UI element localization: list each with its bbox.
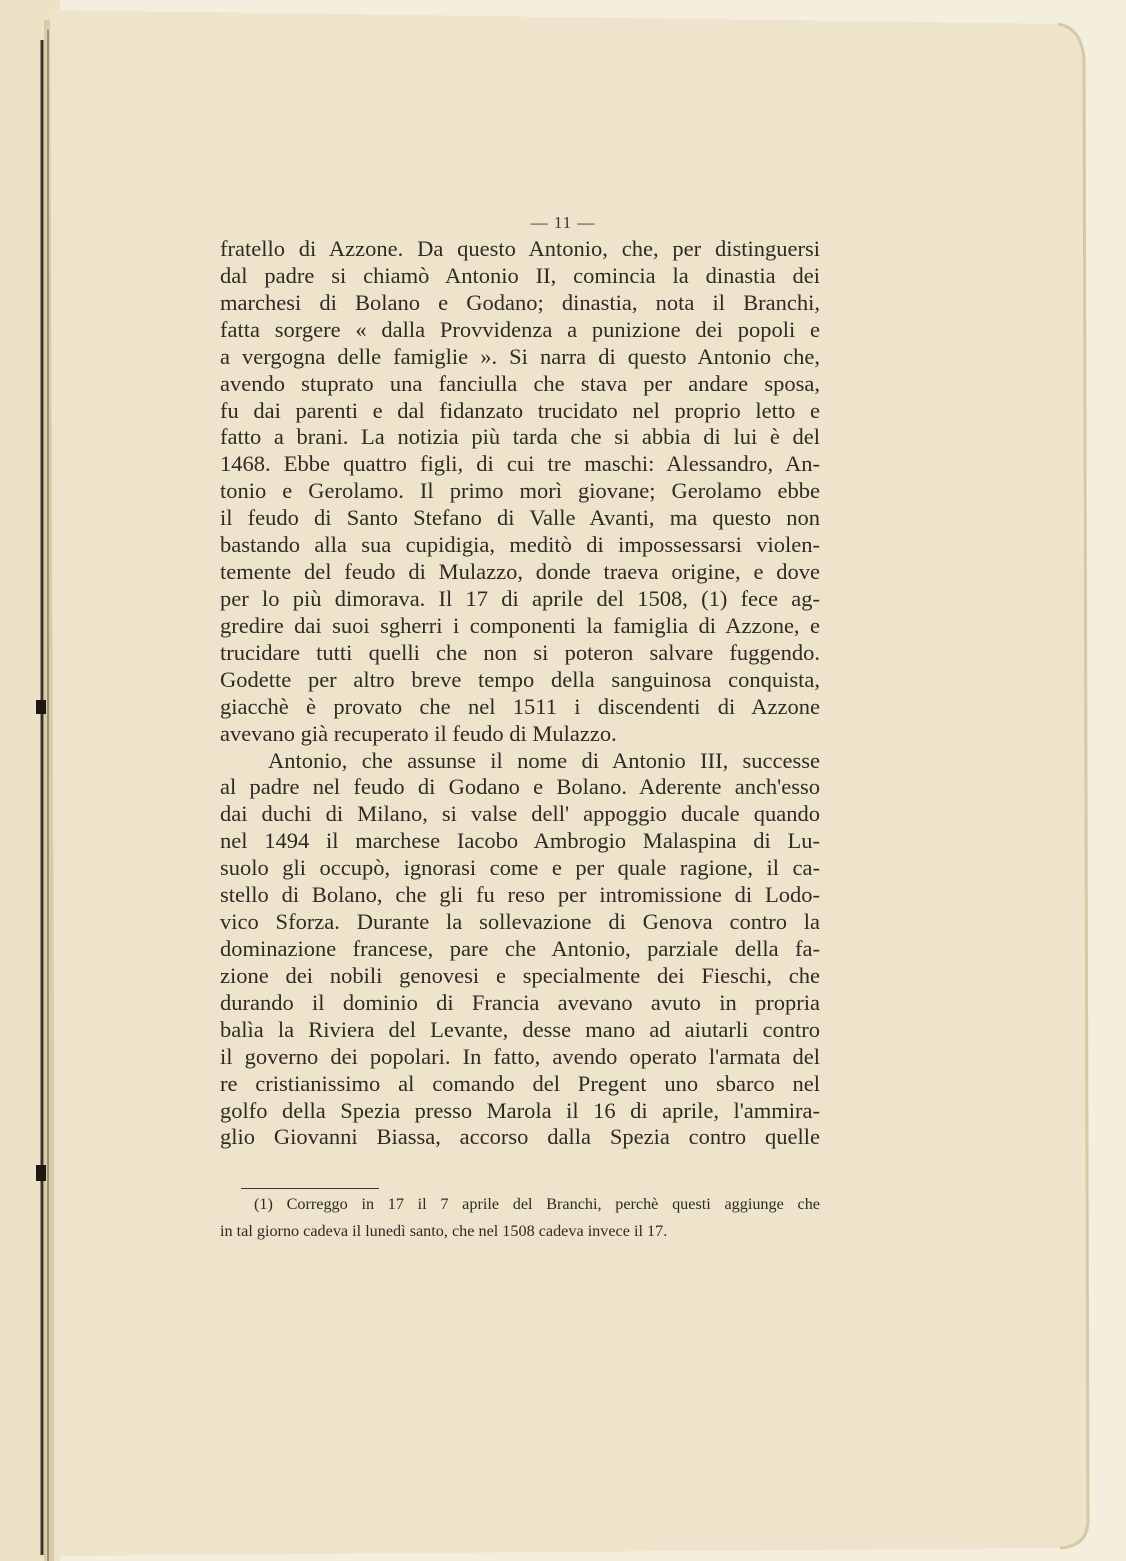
text-line: bastando alla sua cupidigia, meditò di impossessarsi violen- bbox=[220, 532, 820, 558]
text-line: fatta sorgere « dalla Provvidenza a punizione dei popoli e bbox=[220, 316, 820, 342]
text-line: golfo della Spezia presso Marola il 16 di aprile, l'ammira- bbox=[220, 1097, 820, 1123]
text-line: il feudo di Santo Stefano di Valle Avanti, ma questo non bbox=[220, 505, 820, 531]
text-line: dai duchi di Milano, si valse dell' appoggio ducale quando bbox=[220, 801, 820, 827]
text-line: fu dai parenti e dal fidanzato trucidato nel proprio letto e bbox=[220, 397, 820, 423]
text-line: marchesi di Bolano e Godano; dinastia, nota il Branchi, bbox=[220, 289, 820, 315]
text-line: glio Giovanni Biassa, accorso dalla Spezia contro quelle bbox=[220, 1124, 820, 1150]
footnote bbox=[220, 1191, 820, 1245]
footnote-rule bbox=[241, 1188, 379, 1189]
text-line: avevano già recuperato il feudo di Mulazzo. bbox=[220, 720, 617, 746]
text-line: fatto a brani. La notizia più tarda che si abbia di lui è del bbox=[220, 424, 820, 450]
text-line: trucidare tutti quelli che non si poteron salvare fuggendo. bbox=[220, 639, 820, 665]
text-line: giacchè è provato che nel 1511 i discendenti di Azzone bbox=[220, 693, 820, 719]
text-line: zione dei nobili genovesi e specialmente dei Fieschi, che bbox=[220, 962, 820, 988]
text-line: suolo gli occupò, ignorasi come e per quale ragione, il ca- bbox=[220, 855, 820, 881]
text-line: al padre nel feudo di Godano e Bolano. Aderente anch'esso bbox=[220, 774, 820, 800]
text-line: dal padre si chiamò Antonio II, comincia la dinastia dei bbox=[220, 262, 820, 288]
text-line: dominazione francese, pare che Antonio, parziale della fa- bbox=[220, 935, 820, 961]
text-line: tonio e Gerolamo. Il primo morì giovane; Gerolamo ebbe bbox=[220, 478, 820, 504]
text-line: gredire dai suoi sgherri i componenti la famiglia di Azzone, e bbox=[220, 612, 820, 638]
text-line: nel 1494 il marchese Iacobo Ambrogio Malaspina di Lu- bbox=[220, 828, 820, 854]
page-number: — 11 — bbox=[530, 213, 596, 232]
text-line: a vergogna delle famiglie ». Si narra di questo Antonio che, bbox=[220, 343, 820, 369]
text-line: Godette per altro breve tempo della sanguinosa conquista, bbox=[220, 666, 820, 692]
text-line: temente del feudo di Mulazzo, donde traeva origine, e dove bbox=[220, 559, 820, 585]
footnote-line: in tal giorno cadeva il lunedì santo, che nel 1508 cadeva invece il 17. bbox=[220, 1222, 668, 1240]
text-line: stello di Bolano, che gli fu reso per intromissione di Lodo- bbox=[220, 882, 820, 908]
text-line: il governo dei popolari. In fatto, avendo operato l'armata del bbox=[220, 1043, 820, 1069]
text-line: vico Sforza. Durante la sollevazione di Genova contro la bbox=[220, 909, 820, 935]
text-line: balìa la Riviera del Levante, desse mano ad aiutarli contro bbox=[220, 1016, 820, 1042]
text-line: re cristianissimo al comando del Pregent uno sbarco nel bbox=[220, 1070, 820, 1096]
body-text bbox=[220, 236, 820, 1151]
footnote-line: (1) Correggo in 17 il 7 aprile del Branchi, perchè questi aggiunge che bbox=[254, 1195, 820, 1213]
text-line: Antonio, che assunse il nome di Antonio III, successe bbox=[268, 747, 820, 773]
text-line: per lo più dimorava. Il 17 di aprile del 1508, (1) fece ag- bbox=[220, 585, 820, 611]
text-line: avendo stuprato una fanciulla che stava per andare sposa, bbox=[220, 370, 820, 396]
text-line: fratello di Azzone. Da questo Antonio, che, per distinguersi bbox=[220, 236, 820, 261]
text-line: 1468. Ebbe quattro figli, di cui tre maschi: Alessandro, An- bbox=[220, 451, 820, 477]
text-line: durando il dominio di Francia avevano avuto in propria bbox=[220, 989, 820, 1015]
